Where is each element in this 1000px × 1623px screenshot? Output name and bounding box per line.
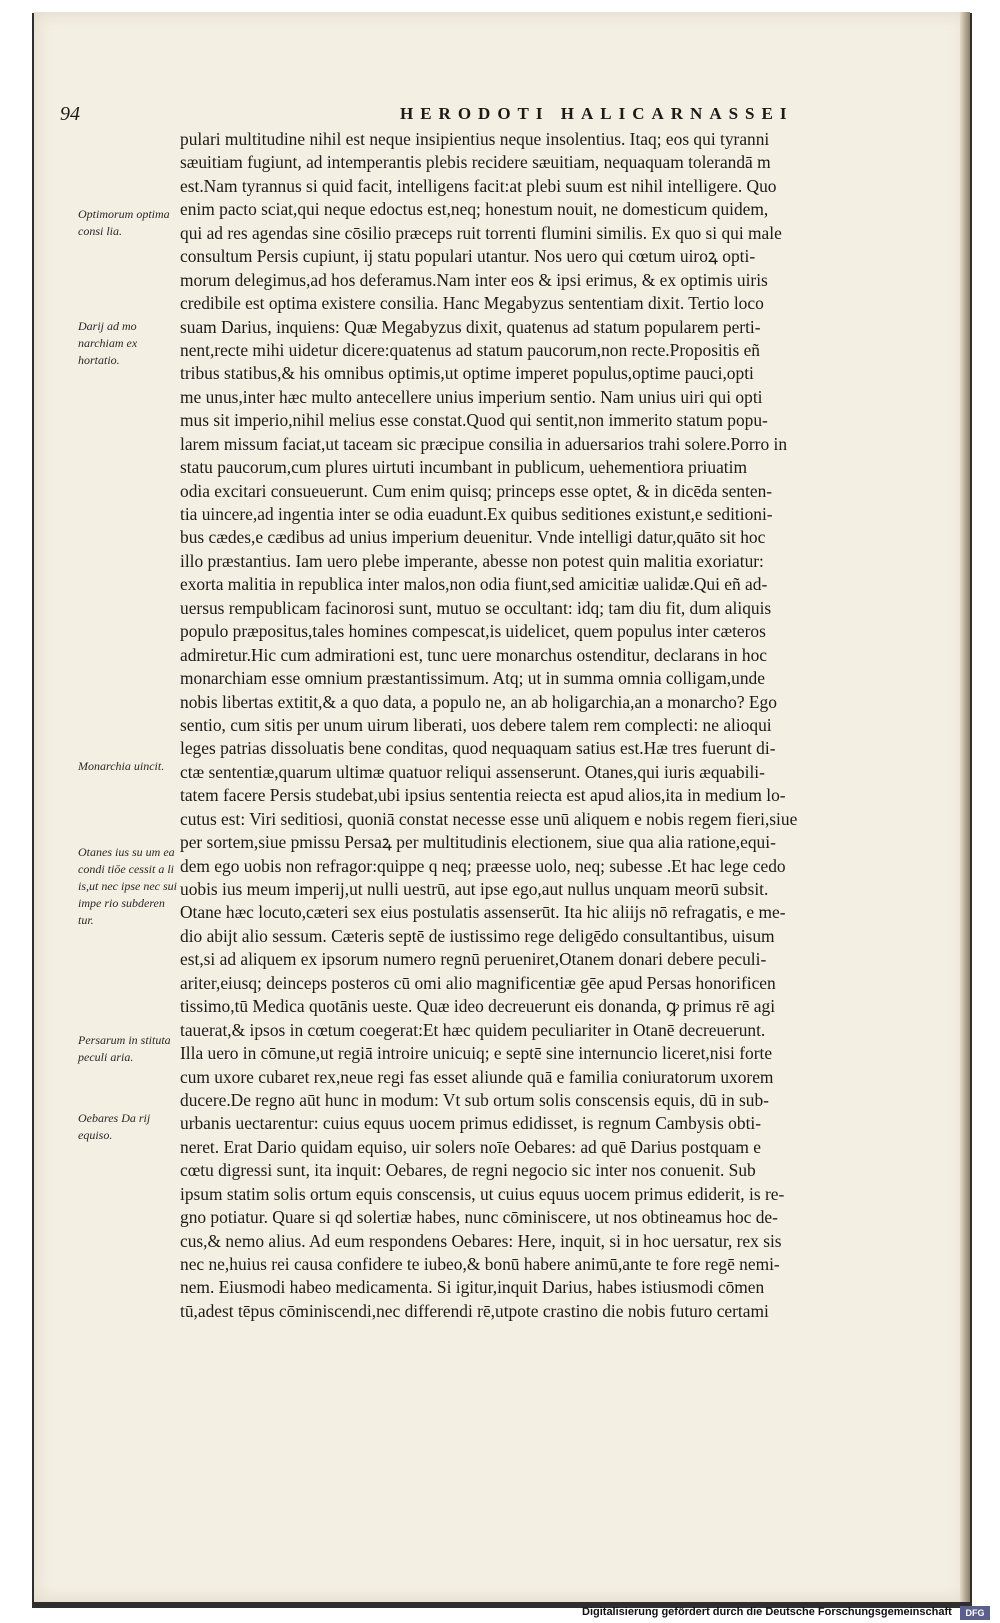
text-line: sæuitiam fugiunt, ad intemperantis plebis recidere sæuitiam, nequaquam tolerandā m bbox=[180, 152, 771, 173]
text-line: me unus,inter hæc multo antecellere unius imperium sentio. Nam unius uiri qui opti bbox=[180, 386, 763, 407]
text-line: admiretur.Hic cum admirationi est, tunc uere monarchus ostenditur, declarans in hoc bbox=[180, 644, 768, 665]
text-line: cutus est: Viri seditiosi, quoniā constat necesse esse unū aliquem e nobis regem fieri,siue bbox=[180, 808, 798, 829]
text-line: tauerat,& ipsos in cœtum coegerat:Et hæc quidem peculiariter in Otanē decreuerunt. bbox=[180, 1019, 766, 1040]
text-line: nobis libertas extitit,& a quo data, a populo ne, an ab holigarchia,an a monarcho? Ego bbox=[180, 691, 777, 712]
text-line: pulari multitudine nihil est neque insipientius neque insolentius. Itaq; eos qui tyranni bbox=[180, 129, 770, 149]
margin-note: Otanes ius su um ea condi tiōe cessit a li is,ut nec ipse nec sui impe rio subderen tur. bbox=[78, 845, 177, 927]
text-line: populo præpositus,tales homines compescat,is uidelicet, quem populus inter cæteros bbox=[180, 621, 766, 642]
text-line: Illa uero in cōmune,ut regiā introire unicuiq; e septē sine internuncio liceret,nisi forte bbox=[180, 1043, 773, 1064]
text-line: nent,recte mihi uidetur dicere:quatenus ad statum paucorum,non recte.Propositis eñ bbox=[180, 339, 760, 360]
text-line: dio abĳt alio sessum. Cæteris septē de iustissimo rege deligēdo consultantibus, uisum bbox=[180, 925, 775, 946]
text-line: cœtu digressi sunt, ita inquit: Oebares, de regni negocio sic inter nos conuenit. Sub bbox=[180, 1160, 756, 1181]
text-line: credibile est optima existere consilia. Hanc Megabyzus sententiam dixit. Tertio loco bbox=[180, 293, 764, 314]
text-line: nem. Eiusmodi habeo medicamenta. Si igitur,inquit Darius, habes istiusmodi cōmen bbox=[180, 1277, 765, 1298]
text-line: ctæ sententiæ,quarum ultimæ quatuor reliqui assenserunt. Otanes,qui iuris æquabili- bbox=[180, 761, 765, 782]
text-line: per sortem,siue pmissu Persaꝝ per multitudinis electionem, siue qua alia ratione,equi- bbox=[180, 832, 776, 853]
text-line: neret. Erat Dario quidam equiso, uir solers noīe Oebares: ad quē Darius postquam e bbox=[180, 1136, 761, 1157]
text-line: illo præstantius. Iam uero plebe imperante, abesse non potest quin malitia exoriatur: bbox=[180, 550, 764, 571]
text-line: ducere.De regno aūt hunc in modum: Vt sub ortum solis conscensis equis, dū in sub- bbox=[180, 1089, 769, 1110]
margin-note: Darij ad mo narchiam ex hortatio. bbox=[78, 319, 138, 367]
margin-note: Oebares Da rij equiso. bbox=[78, 1111, 151, 1142]
text-line: tissimo,tū Medica quotānis ueste. Quæ ideo decreuerunt eis donanda, ꝙ primus rē agi bbox=[180, 996, 776, 1017]
text-line: bus cædes,e cædibus ad unius imperium deuenitur. Vnde intelligi datur,quāto sit hoc bbox=[180, 527, 766, 548]
text-line: gno potiatur. Quare si qd solertiæ habes, nunc cōminiscere, ut nos obtineamus hoc de- bbox=[180, 1207, 778, 1228]
body-text bbox=[180, 128, 910, 1323]
text-line: cum uxore cubaret rex,neue regi fas esset aliunde quā e familia coniuratorum uxorem bbox=[180, 1066, 774, 1087]
text-line: exorta malitia in republica inter malos,non odia fiunt,sed amicitiæ ualidæ.Qui eñ ad- bbox=[180, 574, 768, 595]
text-line: consultum Persis cupiunt, ĳ statu populari utantur. Nos uero qui cœtum uiroꝝ opti- bbox=[180, 246, 756, 267]
text-line: est.Nam tyrannus si quid facit, intelligens facit:at plebi suum est nihil intelligere. Quo bbox=[180, 175, 777, 196]
text-line: uersus rempublicam facinorosi sunt, mutuo se occultant: idq; tam diu fit, dum aliquis bbox=[180, 597, 772, 618]
text-line: dem ego uobis non refragor:quippe q neq; præesse uolo, neq; subesse .Et hac lege cedo bbox=[180, 855, 786, 876]
text-line: uobis ius meum imperij,ut nulli uestrū, aut ipse ego,aut nullus unquam meorū subsit. bbox=[180, 879, 769, 899]
book-spine-edge bbox=[960, 12, 970, 1602]
margin-note: Persarum in stituta peculi aria. bbox=[78, 1033, 171, 1064]
text-line: nec ne,huius rei causa confidere te iubeo,& bonū habere animū,ante te fore regē nemi- bbox=[180, 1254, 780, 1274]
text-line: enim pacto sciat,qui neque edoctus est,neq; honestum nouit, ne domesticum quidem, bbox=[180, 199, 769, 220]
text-line: monarchiam esse omnium præstantissimum. Atq; ut in summa omnia colligam,unde bbox=[180, 668, 765, 689]
page-number: 94 bbox=[60, 103, 80, 125]
margin-note: Monarchia uincit. bbox=[78, 759, 165, 773]
text-line: tribus statibus,& his omnibus optimis,ut optime imperet populus,optime pauci,opti bbox=[180, 363, 754, 384]
text-line: odia excitari consueuerunt. Cum enim quisq; princeps esse optet, & in dicēda senten- bbox=[180, 480, 773, 501]
text-line: qui ad res agendas sine cōsilio præceps ruit torrenti flumini similis. Ex quo si qui male bbox=[180, 222, 782, 243]
text-line: tū,adest tēpus cōminiscendi,nec differendi rē,utpote crastino die nobis futuro certami bbox=[180, 1300, 769, 1321]
text-line: est,si ad aliquem ex ipsorum numero regnū perueniret,Otanem donari debere peculi- bbox=[180, 949, 767, 970]
text-line: Otane hæc locuto,cæteri sex eius postulatis assenserūt. Ita hic aliĳs nō refragatis, e me- bbox=[180, 902, 786, 923]
margin-note: Optimorum optima consi lia. bbox=[78, 207, 170, 238]
dfg-logo: DFG bbox=[960, 1606, 990, 1620]
text-line: larem missum faciat,ut taceam sic præcipue consilia in aduersarios trahi solere.Porro in bbox=[180, 433, 788, 454]
running-head bbox=[60, 103, 940, 129]
text-line: ipsum statim solis ortum equis conscensis, ut cuius equus uocem primus ediderit, is re- bbox=[180, 1183, 785, 1204]
text-line: suam Darius, inquiens: Quæ Megabyzus dixit, quatenus ad statum popularem perti- bbox=[180, 316, 761, 337]
text-line: tatem facere Persis studebat,ubi ipsius sententia reiecta est apud alios,ita in medium lo- bbox=[180, 785, 786, 806]
text-line: mus sit imperio,nihil melius esse constat.Quod qui sentit,non immerito statum popu- bbox=[180, 410, 768, 431]
running-title: HERODOTI HALICARNASSEI bbox=[400, 104, 794, 123]
text-line: urbanis uectarentur: cuius equus uocem primus edidisset, is regnum Cambysis obti- bbox=[180, 1113, 762, 1134]
text-line: tia uincere,ad ingentia inter se odia euadunt.Ex quibus seditiones existunt,e seditioni- bbox=[180, 504, 773, 524]
text-line: leges patrias dissoluatis bene conditas, quod nequaquam satius est.Hæ tres fuerunt di- bbox=[180, 738, 776, 759]
text-line: statu paucorum,cum plures uirtuti incumbant in publicum, uehementiora priuatim bbox=[180, 457, 747, 478]
text-line: morum delegimus,ad hos deferamus.Nam inter eos & ipsi erimus, & ex optimis uiris bbox=[180, 269, 768, 290]
text-line: ariter,eiusq; deinceps posteros cū omi alio magnificentiæ gēe apud Persas honorificen bbox=[180, 972, 776, 993]
text-line: sentio, cum sitis per unum uirum liberati, uos debere talem rem complecti: ne alioqui bbox=[180, 714, 772, 735]
funding-notice: Digitalisierung gefördert durch die Deutsche Forschungsgemeinschaft bbox=[582, 1606, 952, 1618]
text-line: cus,& nemo alius. Ad eum respondens Oebares: Here, inquit, si in hoc uersatur, rex sis bbox=[180, 1230, 782, 1251]
